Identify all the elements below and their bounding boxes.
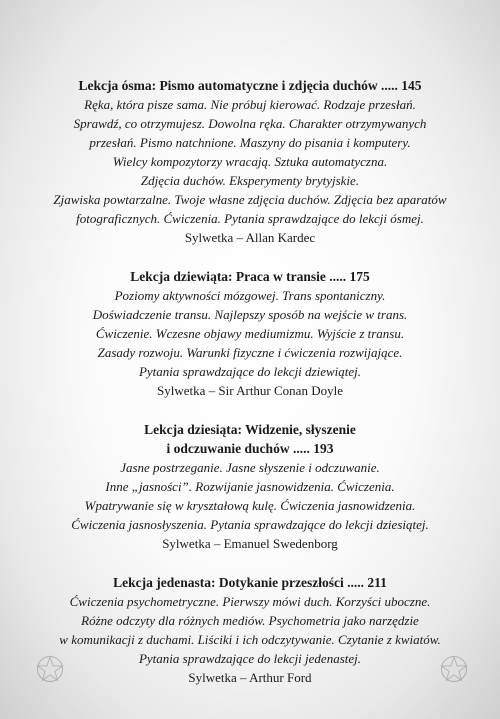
table-of-contents xyxy=(20,76,480,707)
pentagram-circle-icon xyxy=(36,655,64,683)
lesson-topic-line: Różne odczyty dla różnych mediów. Psychometria jako narzędzie xyxy=(81,613,419,628)
lesson-topic-line: Wielcy kompozytorzy wracają. Sztuka automatyczna. xyxy=(112,154,388,169)
lesson-topic-line: Pytania sprawdzające do lekcji jedenastej. xyxy=(138,651,362,666)
lesson-topic-line: Zdjęcia duchów. Eksperymenty brytyjskie. xyxy=(140,173,360,188)
lesson-title-line-2: i odczuwanie duchów ..... 193 xyxy=(166,441,334,456)
lesson-topic-line: Sprawdź, co otrzymujesz. Dowolna ręka. Charakter otrzymywanych xyxy=(73,116,427,131)
toc-entry-lesson-8 xyxy=(20,76,480,247)
lesson-topic-line: Jasne postrzeganie. Jasne słyszenie i odczuwanie. xyxy=(120,460,380,475)
lesson-title: Lekcja jedenasta: Dotykanie przeszłości ..... 211 xyxy=(113,575,387,590)
lesson-topic-line: Ćwiczenia jasnosłyszenia. Pytania sprawdzające do lekcji dziesiątej. xyxy=(71,517,429,532)
lesson-title-line-1: Lekcja dziesiąta: Widzenie, słyszenie xyxy=(144,422,356,437)
lesson-topic-line: Zasady rozwoju. Warunki fizyczne i ćwiczenia rozwijające. xyxy=(97,345,403,360)
lesson-topic-line: Ćwiczenie. Wczesne objawy mediumizmu. Wyjście z transu. xyxy=(95,326,405,341)
lesson-profile: Sylwetka – Emanuel Swedenborg xyxy=(162,536,338,551)
toc-entry-lesson-9 xyxy=(20,267,480,400)
lesson-topic-line: przesłań. Pismo natchnione. Maszyny do pisania i komputery. xyxy=(89,135,411,150)
toc-entry-lesson-10 xyxy=(20,420,480,553)
lesson-topic-line: Ręka, która pisze sama. Nie próbuj kierować. Rodzaje przesłań. xyxy=(84,97,416,112)
lesson-topic-line: fotograficznych. Ćwiczenia. Pytania sprawdzające do lekcji ósmej. xyxy=(76,211,424,226)
lesson-title: Lekcja dziewiąta: Praca w transie ..... 175 xyxy=(130,269,370,284)
lesson-profile: Sylwetka – Sir Arthur Conan Doyle xyxy=(157,383,343,398)
lesson-profile: Sylwetka – Allan Kardec xyxy=(184,230,316,245)
pentagram-circle-icon xyxy=(440,655,468,683)
lesson-profile: Sylwetka – Arthur Ford xyxy=(188,670,312,685)
lesson-topic-line: Ćwiczenia psychometryczne. Pierwszy mówi duch. Korzyści uboczne. xyxy=(69,594,431,609)
lesson-topic-line: Pytania sprawdzające do lekcji dziewiątej. xyxy=(138,364,362,379)
lesson-title: Lekcja ósma: Pismo automatyczne i zdjęcia duchów ..... 145 xyxy=(78,78,422,93)
lesson-topic-line: Poziomy aktywności mózgowej. Trans spontaniczny. xyxy=(114,288,386,303)
lesson-topic-line: Zjawiska powtarzalne. Twoje własne zdjęcia duchów. Zdjęcia bez aparatów xyxy=(53,192,447,207)
lesson-topic-line: w komunikacji z duchami. Liściki i ich odczytywanie. Czytanie z kwiatów. xyxy=(59,632,441,647)
toc-entry-lesson-11 xyxy=(20,573,480,687)
lesson-topic-line: Wpatrywanie się w kryształową kulę. Ćwiczenia jasnowidzenia. xyxy=(84,498,416,513)
lesson-topic-line: Inne „jasności”. Rozwijanie jasnowidzenia. Ćwiczenia. xyxy=(105,479,395,494)
lesson-topic-line: Doświadczenie transu. Najlepszy sposób na wejście w trans. xyxy=(92,307,408,322)
